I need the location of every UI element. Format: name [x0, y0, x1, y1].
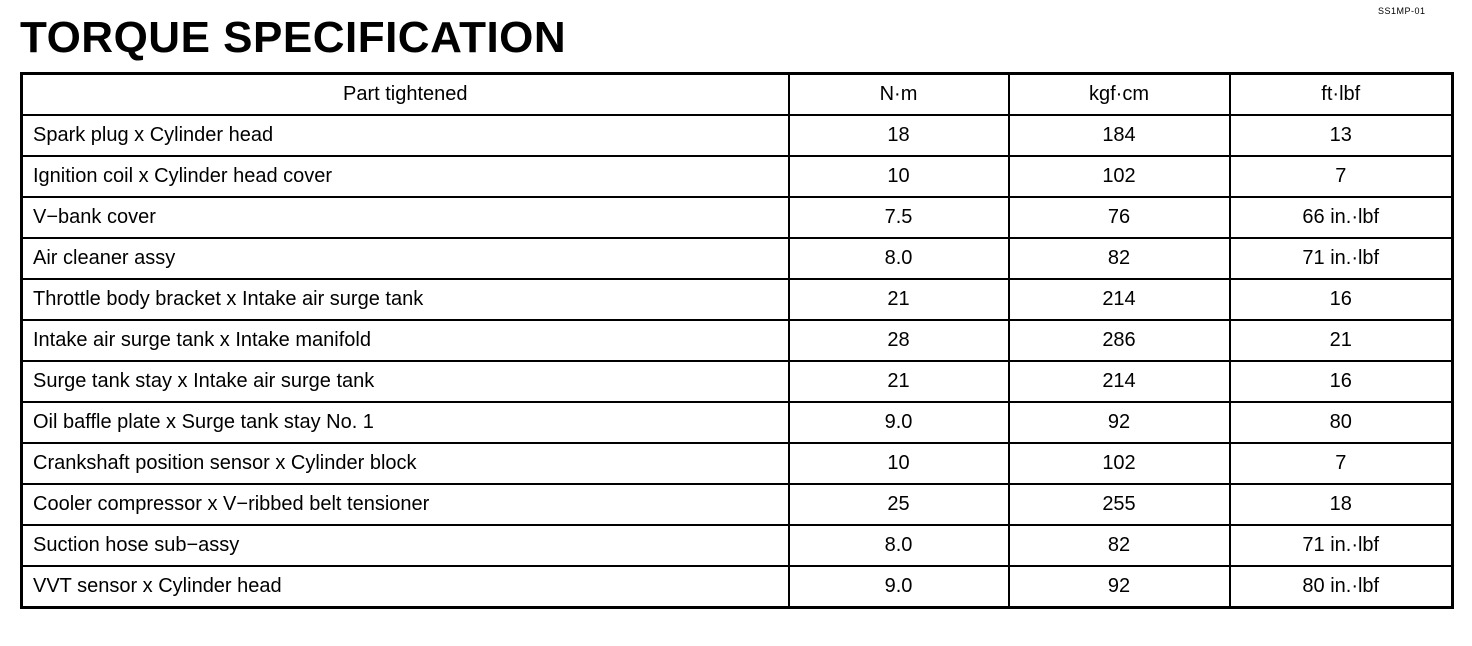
cell-ftlbf: 71 in.·lbf — [1230, 238, 1453, 279]
cell-kgfcm: 92 — [1009, 402, 1230, 443]
cell-ftlbf: 80 — [1230, 402, 1453, 443]
cell-kgfcm: 214 — [1009, 361, 1230, 402]
table-row — [22, 238, 1453, 279]
cell-ftlbf: 66 in.·lbf — [1230, 197, 1453, 238]
cell-ftlbf: 7 — [1230, 156, 1453, 197]
table-row — [22, 402, 1453, 443]
cell-nm: 10 — [789, 443, 1009, 484]
cell-kgfcm: 82 — [1009, 238, 1230, 279]
cell-ftlbf: 71 in.·lbf — [1230, 525, 1453, 566]
cell-part: V−bank cover — [22, 197, 789, 238]
cell-nm: 9.0 — [789, 402, 1009, 443]
header-part-tightened: Part tightened — [22, 74, 789, 116]
cell-ftlbf: 7 — [1230, 443, 1453, 484]
cell-part: Suction hose sub−assy — [22, 525, 789, 566]
table-row — [22, 566, 1453, 608]
torque-spec-table — [20, 72, 1454, 609]
table-row — [22, 197, 1453, 238]
table-row — [22, 484, 1453, 525]
cell-nm: 7.5 — [789, 197, 1009, 238]
cell-kgfcm: 102 — [1009, 443, 1230, 484]
cell-nm: 8.0 — [789, 238, 1009, 279]
cell-part: Air cleaner assy — [22, 238, 789, 279]
page-title: TORQUE SPECIFICATION — [20, 13, 567, 62]
header-ftlbf: ft·lbf — [1230, 74, 1453, 116]
cell-ftlbf: 80 in.·lbf — [1230, 566, 1453, 608]
cell-kgfcm: 76 — [1009, 197, 1230, 238]
table-row — [22, 443, 1453, 484]
cell-part: Surge tank stay x Intake air surge tank — [22, 361, 789, 402]
table-row — [22, 156, 1453, 197]
cell-nm: 25 — [789, 484, 1009, 525]
cell-kgfcm: 102 — [1009, 156, 1230, 197]
cell-nm: 8.0 — [789, 525, 1009, 566]
cell-part: Cooler compressor x V−ribbed belt tensioner — [22, 484, 789, 525]
header-nm: N·m — [789, 74, 1009, 116]
table-row — [22, 320, 1453, 361]
cell-nm: 21 — [789, 279, 1009, 320]
document-code: SS1MP-01 — [1378, 6, 1426, 16]
table-row — [22, 115, 1453, 156]
cell-nm: 28 — [789, 320, 1009, 361]
cell-part: Crankshaft position sensor x Cylinder block — [22, 443, 789, 484]
table-row — [22, 525, 1453, 566]
cell-nm: 9.0 — [789, 566, 1009, 608]
cell-kgfcm: 92 — [1009, 566, 1230, 608]
cell-kgfcm: 184 — [1009, 115, 1230, 156]
table-row — [22, 361, 1453, 402]
cell-kgfcm: 82 — [1009, 525, 1230, 566]
table-row — [22, 279, 1453, 320]
table-header-row — [22, 74, 1453, 116]
cell-kgfcm: 255 — [1009, 484, 1230, 525]
cell-ftlbf: 16 — [1230, 279, 1453, 320]
cell-part: VVT sensor x Cylinder head — [22, 566, 789, 608]
cell-part: Spark plug x Cylinder head — [22, 115, 789, 156]
cell-kgfcm: 214 — [1009, 279, 1230, 320]
cell-nm: 18 — [789, 115, 1009, 156]
cell-nm: 10 — [789, 156, 1009, 197]
cell-part: Ignition coil x Cylinder head cover — [22, 156, 789, 197]
cell-ftlbf: 21 — [1230, 320, 1453, 361]
header-kgfcm: kgf·cm — [1009, 74, 1230, 116]
cell-ftlbf: 16 — [1230, 361, 1453, 402]
cell-part: Intake air surge tank x Intake manifold — [22, 320, 789, 361]
cell-ftlbf: 13 — [1230, 115, 1453, 156]
cell-ftlbf: 18 — [1230, 484, 1453, 525]
cell-part: Oil baffle plate x Surge tank stay No. 1 — [22, 402, 789, 443]
cell-nm: 21 — [789, 361, 1009, 402]
cell-part: Throttle body bracket x Intake air surge tank — [22, 279, 789, 320]
cell-kgfcm: 286 — [1009, 320, 1230, 361]
